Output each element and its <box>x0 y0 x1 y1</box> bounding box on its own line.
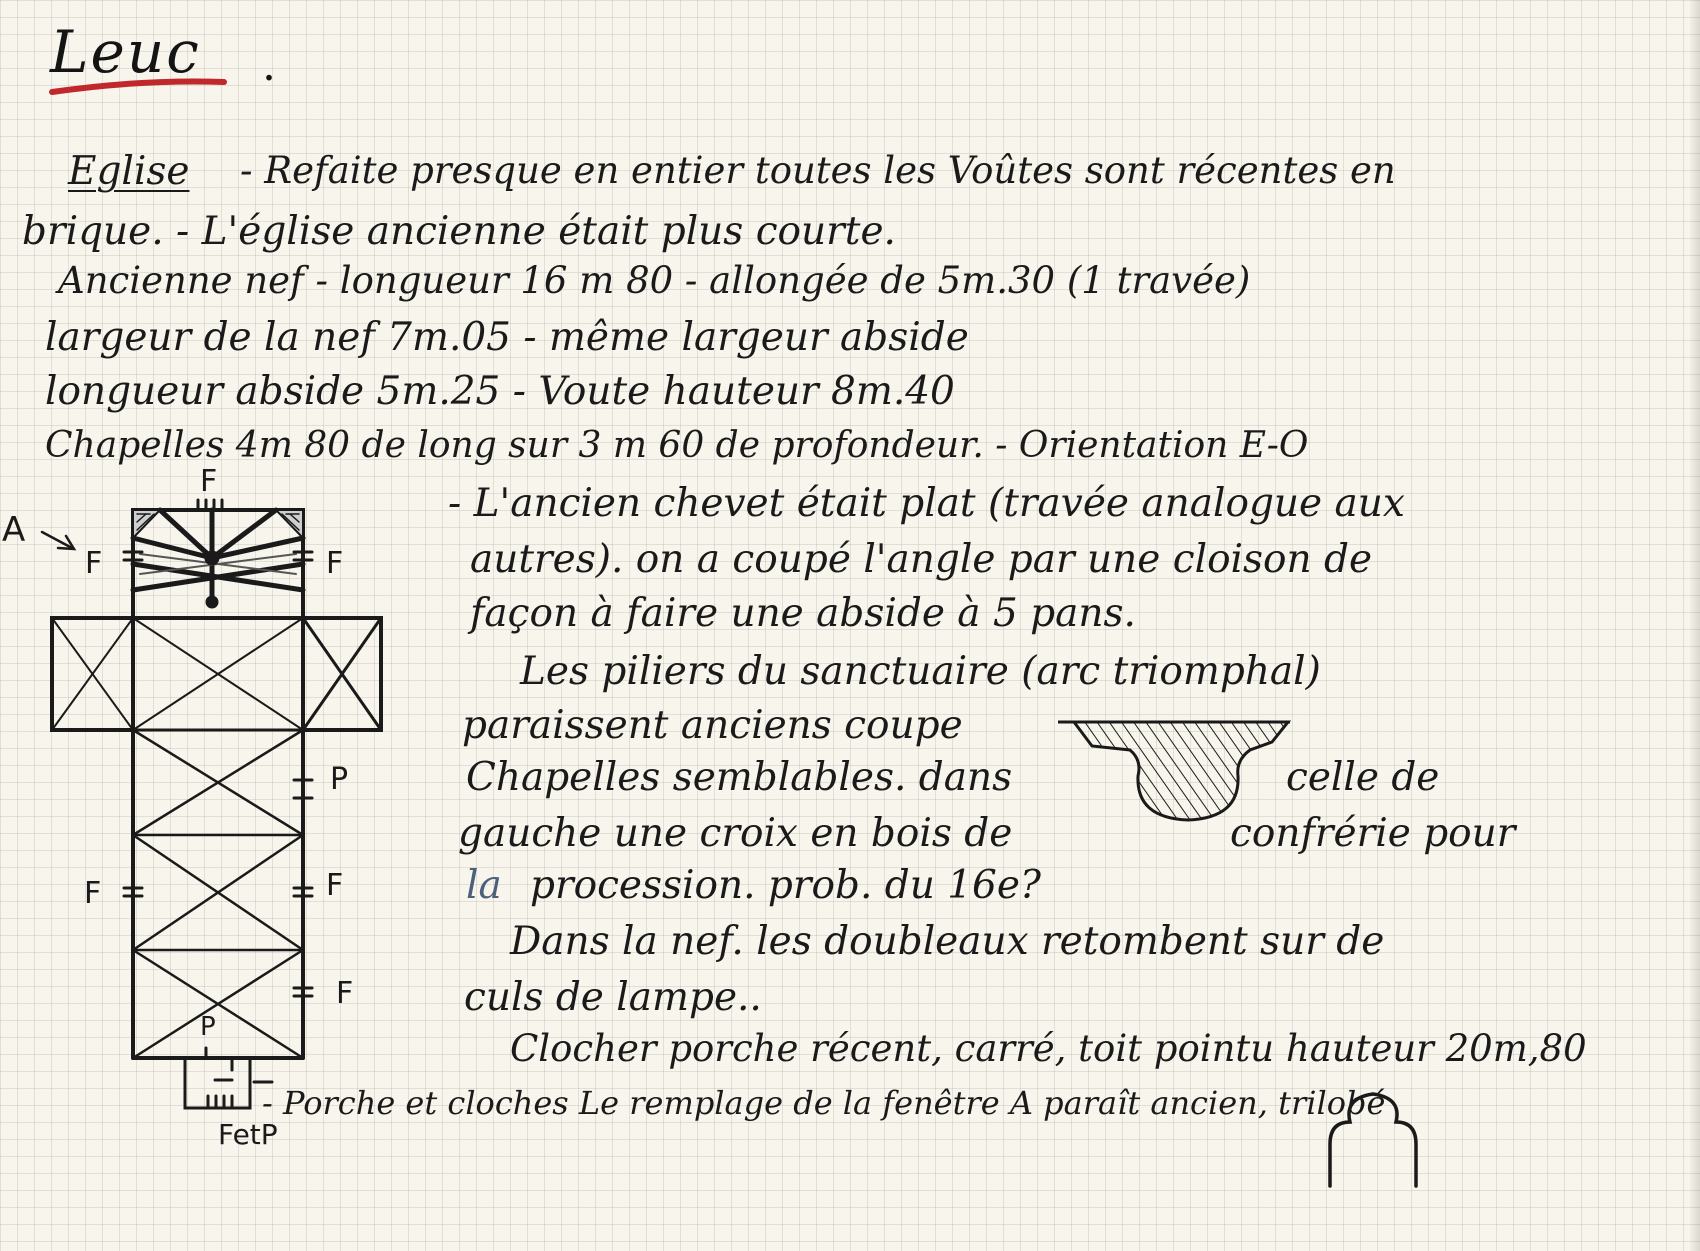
text-line-17: Clocher porche récent, carré, toit pointu hauteur 20m,80 <box>510 1027 1587 1070</box>
plan-label-f-right-lower: F <box>336 976 354 1011</box>
title-red-underline <box>48 72 228 102</box>
plan-label-f-top: F <box>200 464 218 499</box>
text-line-18: - Porche et cloches Le remplage de la fenêtre A paraît ancien, trilobé <box>262 1084 1386 1122</box>
text-line-eglise: Eglise <box>68 149 190 194</box>
plan-label-a: A <box>2 510 26 550</box>
trefoil-window-sketch <box>1318 1068 1428 1188</box>
text-line-12b: celle de <box>1286 755 1440 800</box>
text-line-3: Ancienne nef - longueur 16 m 80 - allongée de 5m.30 (1 travée) <box>58 259 1251 302</box>
pier-section-sketch <box>1050 708 1300 838</box>
plan-label-f-et-p: FetP <box>218 1118 278 1151</box>
text-line-11: paraissent anciens coupe <box>462 703 963 748</box>
text-line-10: Les piliers du sanctuaire (arc triomphal) <box>520 649 1321 694</box>
text-line-1: - Refaite presque en entier toutes les Voûtes sont récentes en <box>240 149 1396 192</box>
church-floor-plan <box>0 480 420 1160</box>
plan-label-f-left-upper: F <box>85 546 103 581</box>
plan-label-p-inside: P <box>200 1012 216 1042</box>
text-line-16: culs de lampe.. <box>464 975 762 1020</box>
text-line-13a: gauche une croix en bois de <box>458 811 1013 856</box>
text-line-8: autres). on a coupé l'angle par une cloison de <box>470 537 1373 582</box>
plan-label-f-right-mid: F <box>326 868 344 903</box>
text-line-2: brique. - L'église ancienne était plus courte. <box>22 209 896 254</box>
plan-label-f-left-mid: F <box>84 876 102 911</box>
page-title: Leuc <box>50 18 201 86</box>
text-line-15: Dans la nef. les doubleaux retombent sur de <box>510 919 1385 964</box>
title-period: . <box>262 40 276 91</box>
text-line-14b: procession. prob. du 16e? <box>530 863 1041 908</box>
text-line-6: Chapelles 4m 80 de long sur 3 m 60 de profondeur. - Orientation E-O <box>45 425 1309 466</box>
text-line-13b: confrérie pour <box>1230 811 1516 856</box>
text-line-4: largeur de la nef 7m.05 - même largeur abside <box>45 315 969 360</box>
text-line-5: longueur abside 5m.25 - Voute hauteur 8m.40 <box>45 369 955 414</box>
page-edge-shadow <box>1690 0 1700 1251</box>
text-line-12a: Chapelles semblables. dans <box>466 755 1013 800</box>
text-line-9: façon à faire une abside à 5 pans. <box>470 591 1136 636</box>
text-line-14a: la <box>466 863 502 908</box>
plan-label-p-right: P <box>330 762 349 797</box>
text-line-7: - L'ancien chevet était plat (travée analogue aux <box>448 481 1405 526</box>
plan-label-f-right-upper: F <box>326 546 344 581</box>
